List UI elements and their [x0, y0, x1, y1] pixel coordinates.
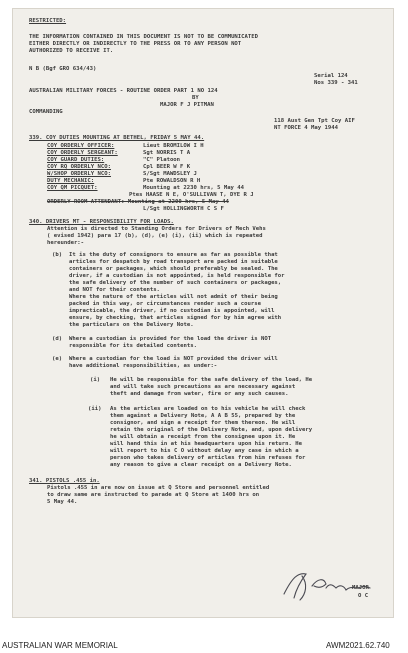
para-e-line: have additional responsibilities, as under:-: [69, 363, 218, 369]
pistols-line: 5 May 44.: [47, 499, 78, 505]
duty-role: DUTY MECHANIC:: [47, 178, 95, 184]
pistols-line: to draw same are instructed to parade at Q Store at 1400 hrs on: [47, 492, 260, 498]
para-i-line: and will take such precautions as are necessary against: [110, 384, 296, 390]
by-label: BY: [192, 95, 199, 101]
archive-footer: [0, 638, 408, 653]
para-ii-line: retain the original of the Delivery Note, and, upon delivery: [110, 427, 313, 433]
orderly-room-line: ORDERLY ROOM ATTENDANT: Mounting at 2200 hrs, 5 May 44: [47, 199, 229, 205]
duty-name: Sgt NORRIS T A: [143, 150, 191, 156]
archive-reference: AWM2021.62.740: [326, 641, 390, 650]
para-d-line: responsible for its detailed contents.: [69, 343, 197, 349]
para-ii-line: he will obtain a receipt from the consignee upon it. He: [110, 434, 296, 440]
para-e-label: (e): [52, 356, 63, 362]
archive-name: AUSTRALIAN WAR MEMORIAL: [2, 641, 118, 650]
major-name: MAJOR F J PITMAN: [160, 102, 214, 108]
para-ii-line: will hand this in at his headquarters upon his return. He: [110, 441, 302, 447]
para-i-line: He will be responsible for the safe delivery of the load, He: [110, 377, 313, 383]
signatory-oc: O C: [358, 593, 369, 599]
para-b-line: driver, if a custodian is not appointed, is held responsible for: [69, 273, 285, 279]
intro-line: hereunder:-: [47, 240, 85, 246]
restricted-label: RESTRICTED:: [29, 18, 67, 24]
notice-line-2: EITHER DIRECTLY OR INDIRECTLY TO THE PRESS OR TO ANY PERSON NOT: [29, 41, 242, 47]
force-date: NT FORCE 4 May 1944: [274, 125, 338, 131]
para-b-line: packed in this way, or circumstances render such a course: [69, 301, 261, 307]
duty-role: COY ORDERLY OFFICER:: [47, 143, 115, 149]
para-d-label: (d): [52, 336, 63, 342]
duty-role: COY RQ ORDERLY NCO:: [47, 164, 111, 170]
para-ii-label: (ii): [88, 406, 102, 412]
document-page: [12, 8, 394, 618]
notice-line-3: AUTHORIZED TO RECEIVE IT.: [29, 48, 114, 54]
order-340-heading: 340. DRIVERS MT - RESPONSIBILITY FOR LOADS.: [29, 219, 174, 225]
orderly-room-name: L/Sgt HOLLINGWORTH C S F: [143, 206, 224, 212]
duty-name: Lieut BROMILOW I H: [143, 143, 204, 149]
duty-name: S/Sgt MAWDSLEY J: [143, 171, 197, 177]
picquet-names: Ptes HAASE N E, O'SULLIVAN T, DYE R J: [129, 192, 254, 198]
duty-name: "C" Platoon: [143, 157, 181, 163]
para-b-line: articles for despatch by road transport are packed in suitable: [69, 259, 278, 265]
pistols-line: Pistols .455 in are now on issue at Q Store and personnel entitled: [47, 485, 270, 491]
para-b-line: the safe delivery of the number of such containers or packages,: [69, 280, 282, 286]
notice-line-1: THE INFORMATION CONTAINED IN THIS DOCUMENT IS NOT TO BE COMMUNICATED: [29, 34, 259, 40]
para-b-line: Where the nature of the articles will not admit of their being: [69, 294, 278, 300]
duty-role: COY GUARD DUTIES:: [47, 157, 105, 163]
para-ii-line: person who takes delivery of articles from him refuses for: [110, 455, 306, 461]
para-b-label: (b): [52, 252, 63, 258]
para-ii-line: any reason to give a clear receipt on a Delivery Note.: [110, 462, 292, 468]
para-ii-line: consignor, and sign a receipt for them thereon. He will: [110, 420, 296, 426]
duty-role: COY QM PICQUET:: [47, 185, 98, 191]
intro-line: ( evised 1942) para 17 (b), (d), (e) (i), (ii) which is repeated: [47, 233, 263, 239]
para-b-line: ensure, by checking, that articles signed for by him agree with: [69, 315, 282, 321]
para-i-label: (i): [90, 377, 101, 383]
para-ii-line: them against a Delivery Note, A A B 55, prepared by the: [110, 413, 296, 419]
order-339-heading: 339. COY DUTIES MOUNTING AT BETHEL, FRIDAY 5 MAY 44.: [29, 135, 205, 141]
para-d-line: Where a custodian is provided for the load the driver is NOT: [69, 336, 272, 342]
serial-number: Serial 124: [314, 73, 348, 79]
duty-name: Cpl BEER W F K: [143, 164, 191, 170]
duty-name: Pte ROWALDSON R H: [143, 178, 201, 184]
intro-line: Attention is directed to Standing Orders for Drivers of Mech Vehs: [47, 226, 266, 232]
para-b-line: the particulars on the Delivery Note.: [69, 322, 194, 328]
signatory-rank: MAJOR: [352, 585, 369, 591]
para-i-line: theft and damage from water, fire or any such causes.: [110, 391, 289, 397]
para-b-line: It is the duty of consignors to ensure as far as possible that: [69, 252, 278, 258]
para-b-line: containers or packages, which should preferably be sealed. The: [69, 266, 278, 272]
para-e-line: Where a custodian for the load is NOT provided the driver will: [69, 356, 278, 362]
duty-role: W/SHOP ORDERLY NCO:: [47, 171, 111, 177]
order-numbers: Nos 339 - 341: [314, 80, 358, 86]
order-title: AUSTRALIAN MILITARY FORCES - ROUTINE ORDER PART 1 NO 124: [29, 88, 218, 94]
para-b-line: impracticable, the driver, if no custodian is appointed, will: [69, 308, 275, 314]
commanding-label: COMMANDING: [29, 109, 63, 115]
unit-name: 118 Aust Gen Tpt Coy AIF: [274, 118, 355, 124]
duty-role: COY ORDERLY SERGEANT:: [47, 150, 118, 156]
para-ii-line: As the articles are loaded on to his vehicle he will check: [110, 406, 306, 412]
para-b-line: and NOT for their contents.: [69, 287, 160, 293]
para-ii-line: will report to his C O without delay any case in which a: [110, 448, 299, 454]
duty-name: Mounting at 2230 hrs, 5 May 44: [143, 185, 245, 191]
reference: N B (Bgf GRO 634/43): [29, 66, 97, 72]
order-341-heading: 341. PISTOLS .455 in.: [29, 478, 100, 484]
